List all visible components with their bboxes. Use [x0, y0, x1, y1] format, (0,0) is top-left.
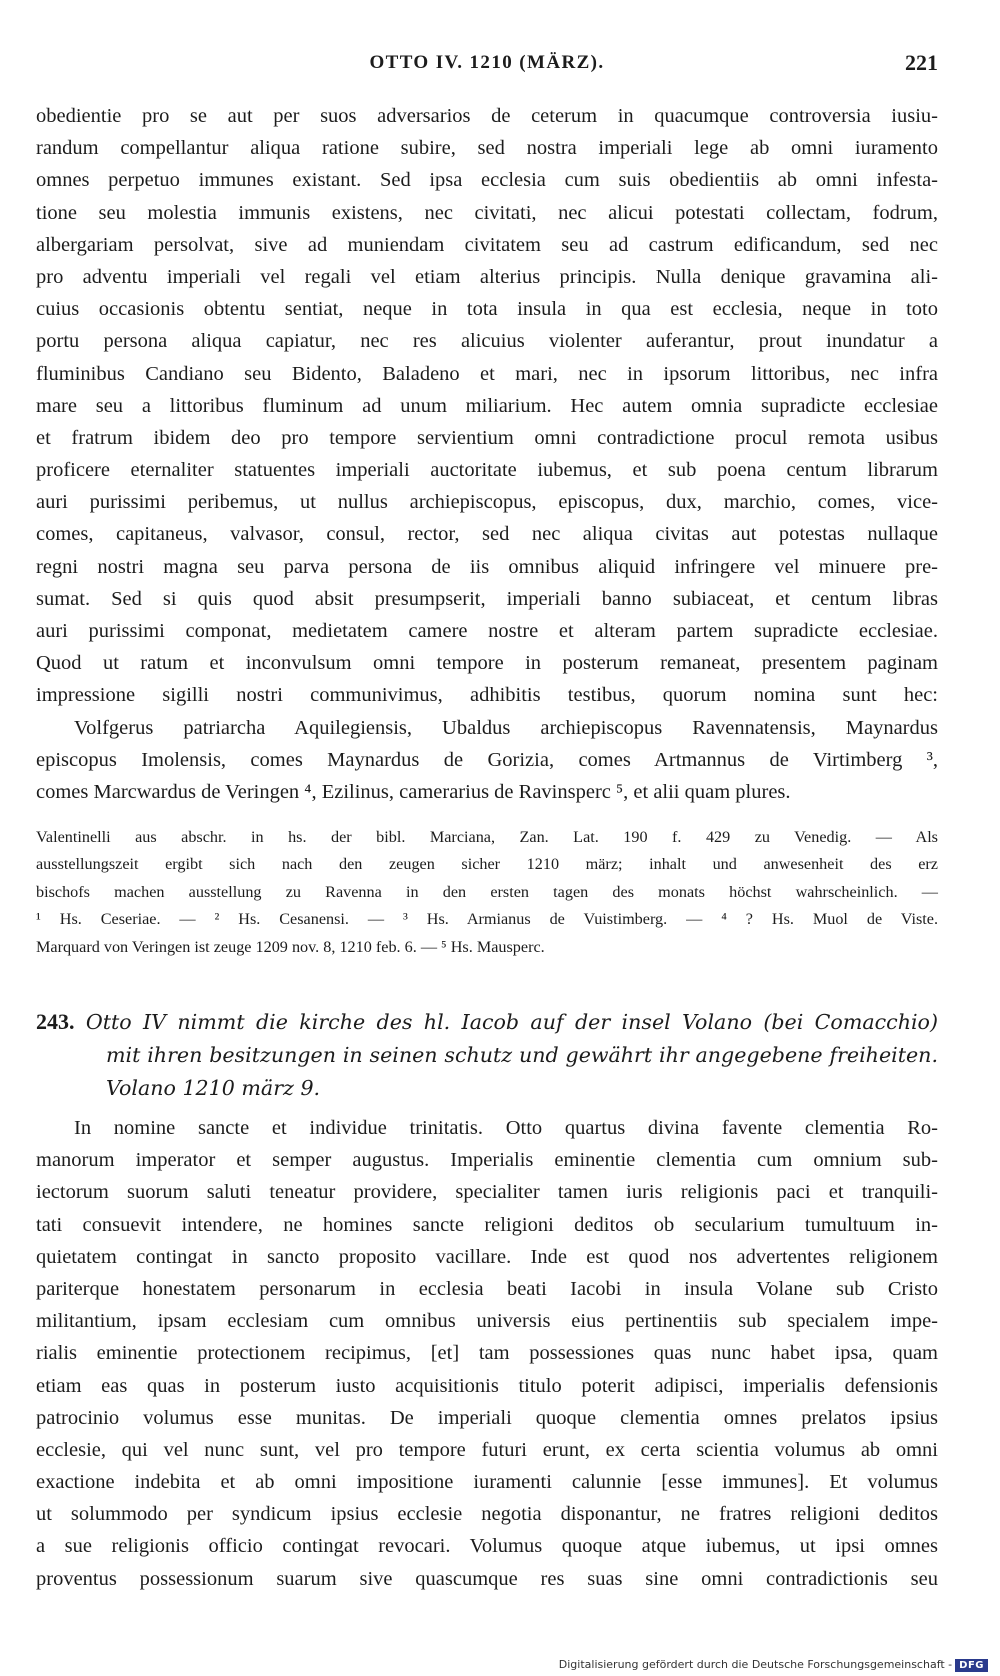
body-line: cuius occasionis obtentu sentiat, neque in tota insula in qua est ecclesia, neque in toto — [36, 298, 938, 321]
document-heading — [36, 1005, 938, 1106]
doc-line: rialis eminentie protectionem recipimus, [et] tam possessiones quas nunc habet ipsa, quam — [36, 1342, 938, 1365]
doc-line: exactione indebita et ab omni impositione iuramenti calunnie [esse immunes]. Et volumus — [36, 1471, 938, 1494]
note-line: Valentinelli aus abschr. in hs. der bibl. Marciana, Zan. Lat. 190 f. 429 zu Venedig. — Als — [36, 828, 938, 846]
heading-line-2: mit ihren besitzungen in seinen schutz und gewährt ihr angegebene freiheiten. — [106, 1042, 938, 1067]
doc-line: manorum imperator et semper augustus. Imperialis eminentie clementia cum omnium sub- — [36, 1149, 938, 1172]
body-line: randum compellantur aliqua ratione subire, sed nostra imperiali lege ab omni iuramento — [36, 137, 938, 160]
body-line: Quod ut ratum et inconvulsum omni tempore in posterum remaneat, presentem paginam — [36, 652, 938, 675]
doc-line: a sue religionis officio contingat revocari. Volumus quoque atque iubemus, ut ipsi omnes — [36, 1535, 938, 1558]
body-line: pro adventu imperiali vel regali vel etiam alterius principis. Nulla denique gravamina ali- — [36, 265, 938, 288]
doc-line: etiam eas quas in posterum iusto acquisitionis titulo poterit adipisci, imperialis defensionis — [36, 1374, 938, 1397]
body-line: et fratrum ibidem deo pro tempore servientium omni contradictione procul remota usibus — [36, 426, 938, 449]
body-line: fluminibus Candiano seu Bidento, Baladeno et mari, nec in ipsorum littoribus, nec infra — [36, 362, 938, 385]
credit-text: Digitalisierung gefördert durch die Deutsche Forschungsgemeinschaft - — [558, 1658, 953, 1671]
doc-line: ut solummodo per syndicum ipsius ecclesie negotia disponantur, ne fratres religioni deditos — [36, 1503, 938, 1526]
doc-line: iectorum suorum saluti teneatur providere, specialiter tamen iuris religionis paci et tranquili- — [36, 1181, 938, 1204]
dfg-logo: DFG — [955, 1659, 988, 1672]
body-line: regni nostri magna seu parva persona de iis omnibus aliquid infringere vel minuere pre- — [36, 555, 938, 578]
body-line: sumat. Sed si quis quod absit presumpserit, imperiali banno subiaceat, et centum libras — [36, 587, 938, 610]
note-line: Marquard von Veringen ist zeuge 1209 nov. 8, 1210 feb. 6. — ⁵ Hs. Mausperc. — [36, 937, 545, 956]
document-number: 243. — [36, 1009, 75, 1034]
running-title: OTTO IV. 1210 (MÄRZ). — [369, 52, 605, 73]
doc-line: quietatem contingat in sancto proposito vacillare. Inde est quod nos advertentes religionem — [36, 1245, 938, 1268]
note-line: bischofs machen ausstellung zu Ravenna in den ersten tagen des monats höchst wahrscheinlich. — — [36, 882, 938, 901]
heading-text: Otto IV nimmt die kirche des hl. Iacob auf der insel Volano (bei Comacchio) — [85, 1010, 938, 1034]
body-line: omnes perpetuo immunes existant. Sed ipsa ecclesia cum suis obedientiis ab omni infesta- — [36, 169, 938, 192]
page-number: 221 — [905, 50, 938, 75]
continued-charter-text — [36, 100, 938, 808]
doc-line: ecclesie, qui vel nunc sunt, vel pro tempore futuri erunt, ex certa scientia volumus ab omni — [36, 1438, 938, 1461]
body-line: impressione sigilli nostri communivimus, adhibitis testibus, quorum nomina sunt hec: — [36, 684, 938, 707]
doc-line: tati consuevit intendere, ne homines sancte religioni deditos ob secularium tumultuum in- — [36, 1213, 938, 1236]
doc-line: proventus possessionum suarum sive quascumque res suas sine omni contradictionis seu — [36, 1567, 938, 1590]
witness-line: episcopus Imolensis, comes Maynardus de Gorizia, comes Artmannus de Virtimberg ³, — [36, 748, 938, 771]
heading-line-1 — [36, 1005, 938, 1039]
body-line: proficere eternaliter statuentes imperiali auctoritate iubemus, et sub poena centum librarum — [36, 459, 938, 482]
body-line: comes, capitaneus, valvasor, consul, rector, sed nec aliqua civitas aut potestas nullaque — [36, 523, 938, 546]
doc-line: pariterque honestatem personarum in ecclesia beati Iacobi in insula Volane sub Cristo — [36, 1277, 938, 1300]
body-line: auri purissimi peribemus, ut nullus archiepiscopus, episcopus, dux, marchio, comes, vice- — [36, 491, 938, 514]
note-line: ausstellungszeit ergibt sich nach den zeugen sicher 1210 märz; inhalt und anwesenheit des erz — [36, 855, 938, 874]
doc-line: In nomine sancte et individue trinitatis. Otto quartus divina favente clementia Ro- — [74, 1117, 938, 1139]
charter-243-text — [36, 1112, 938, 1595]
body-line: obedientie pro se aut per suos adversarios de ceterum in quacumque controversia iusiu- — [36, 105, 938, 127]
doc-line: militantium, ipsam ecclesiam cum omnibus universis eius pertinentiis sub specialem impe- — [36, 1310, 938, 1333]
body-line: mare seu a littoribus fluminum ad unum miliarium. Hec autem omnia supradicte ecclesiae — [36, 394, 938, 417]
editorial-notes — [36, 824, 938, 961]
doc-line: patrocinio volumus esse munitas. De imperiali quoque clementia omnes prelatos ipsius — [36, 1406, 938, 1429]
body-line: tione seu molestia immunis existens, nec civitati, nec alicui potestati collectam, fodrum, — [36, 201, 938, 224]
running-head — [36, 48, 938, 82]
note-line: ¹ Hs. Ceseriae. — ² Hs. Cesanensi. — ³ Hs. Armianus de Vuistimberg. — ⁴ ? Hs. Muol de Viste. — [36, 910, 938, 929]
body-line: portu persona aliqua capiatur, nec res alicuius violenter auferantur, prout inundatur a — [36, 330, 938, 353]
digitization-credit — [559, 1658, 988, 1672]
body-line: auri purissimi componat, medietatem camere nostre et alteram partem supradicte ecclesiae. — [36, 620, 938, 642]
witness-line: comes Marcwardus de Veringen ⁴, Ezilinus, camerarius de Ravinsperc ⁵, et alii quam plures. — [36, 780, 791, 803]
body-line: albergariam persolvat, sive ad muniendam civitatem seu ad castrum edificandum, sed nec — [36, 233, 938, 256]
heading-line-3: Volano 1210 märz 9. — [106, 1076, 321, 1100]
witness-line: Volfgerus patriarcha Aquilegiensis, Ubaldus archiepiscopus Ravennatensis, Maynardus — [74, 716, 938, 739]
